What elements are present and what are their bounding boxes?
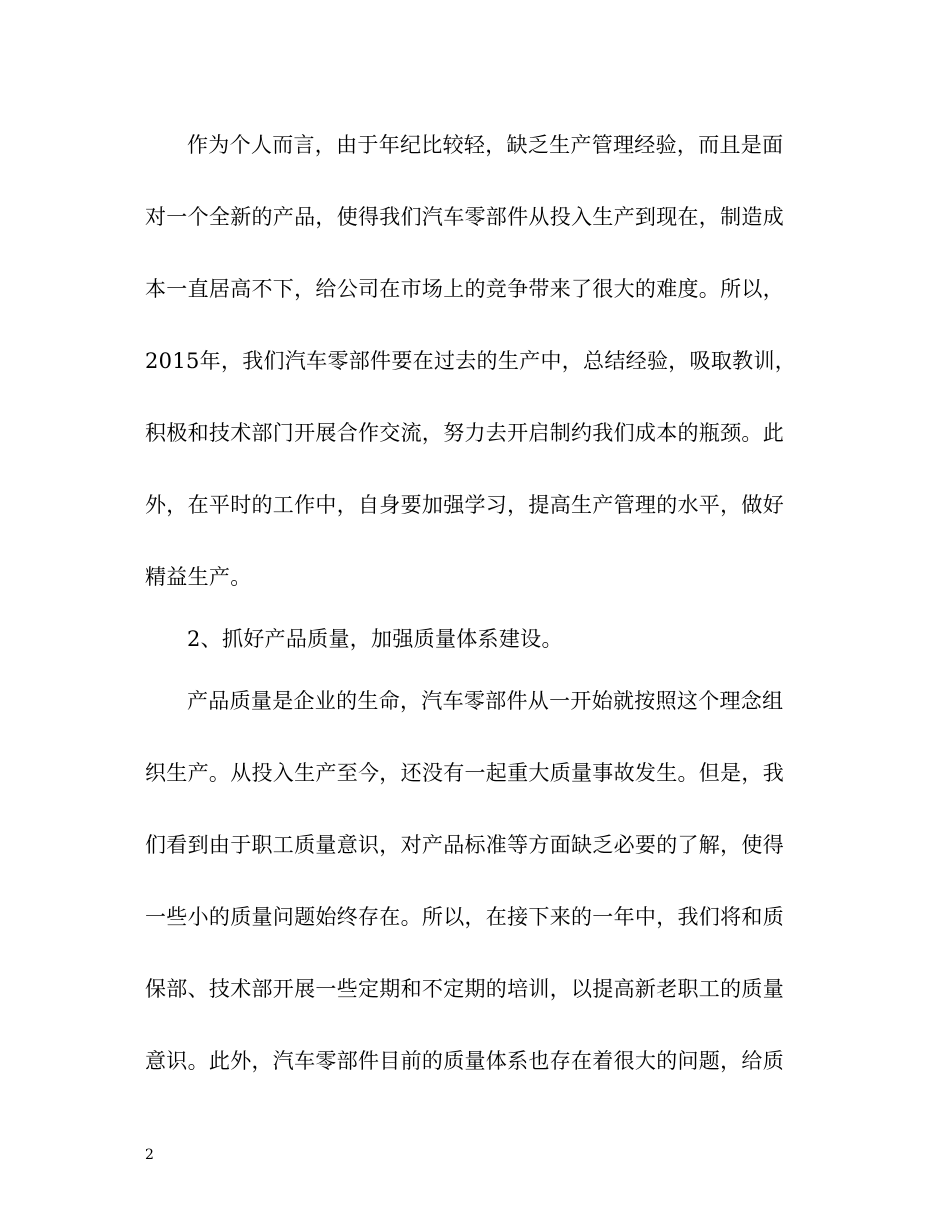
paragraph-line: 本一直居高不下，给公司在市场上的竞争带来了很大的难度。所以， bbox=[145, 277, 784, 301]
page-number: 2 bbox=[145, 1147, 154, 1163]
paragraph-line: 保部、技术部开展一些定期和不定期的培训，以提高新老职工的质量 bbox=[145, 977, 784, 1001]
paragraph-line: 意识。此外，汽车零部件目前的质量体系也存在着很大的问题，给质 bbox=[145, 1049, 784, 1073]
document-body bbox=[145, 118, 810, 1106]
paragraph-line: 作为个人而言，由于年纪比较轻，缺乏生产管理经验，而且是面 bbox=[187, 133, 784, 157]
paragraph-line: 2015年，我们汽车零部件要在过去的生产中，总结经验，吸取教训， bbox=[145, 349, 797, 373]
paragraph-line: 积极和技术部门开展合作交流，努力去开启制约我们成本的瓶颈。此 bbox=[145, 421, 784, 445]
paragraph-line: 织生产。从投入生产至今，还没有一起重大质量事故发生。但是，我 bbox=[145, 761, 784, 785]
paragraph-line: 对一个全新的产品，使得我们汽车零部件从投入生产到现在，制造成 bbox=[145, 205, 784, 229]
paragraph-line: 一些小的质量问题始终存在。所以，在接下来的一年中，我们将和质 bbox=[145, 905, 784, 929]
paragraph-line: 产品质量是企业的生命，汽车零部件从一开始就按照这个理念组 bbox=[187, 689, 784, 713]
section-heading: 2、抓好产品质量，加强质量体系建设。 bbox=[187, 627, 563, 651]
paragraph-line: 们看到由于职工质量意识，对产品标准等方面缺乏必要的了解，使得 bbox=[145, 833, 784, 857]
paragraph-line: 精益生产。 bbox=[145, 565, 252, 589]
paragraph-line: 外，在平时的工作中，自身要加强学习，提高生产管理的水平，做好 bbox=[145, 493, 784, 517]
